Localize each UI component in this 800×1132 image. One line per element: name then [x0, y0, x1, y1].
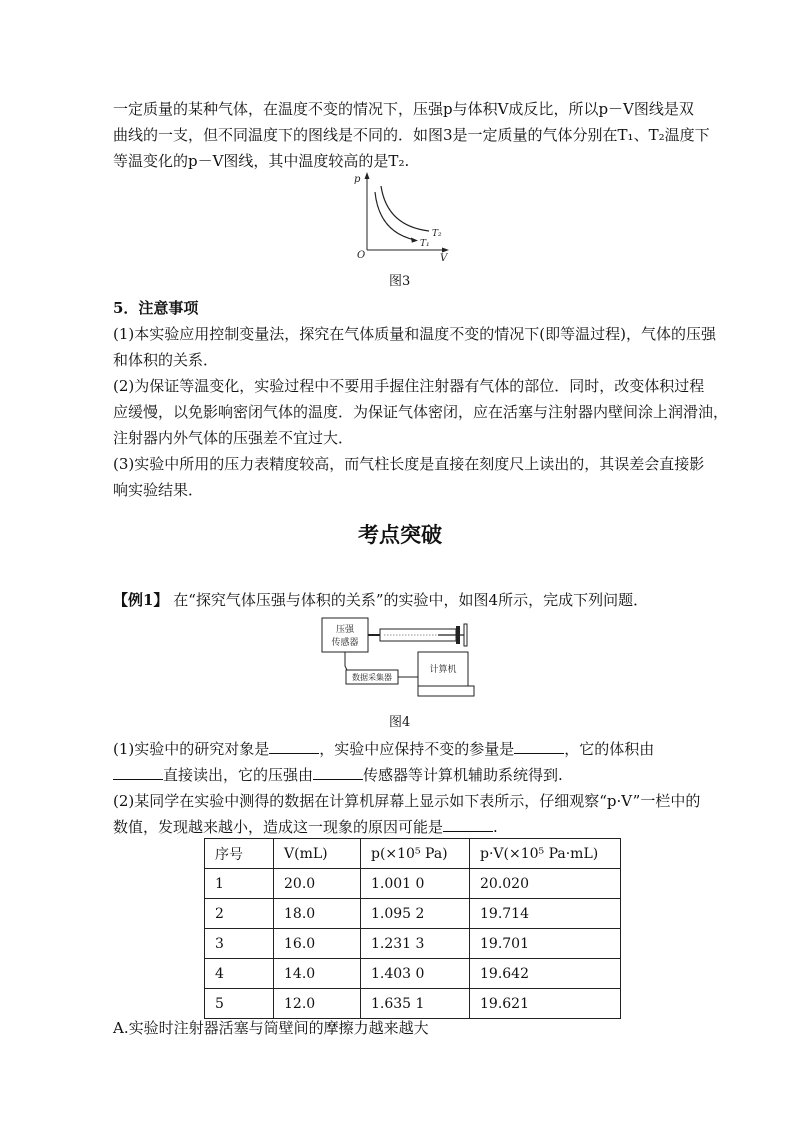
data-table	[204, 838, 621, 1019]
q1-text-b: ，实验中应保持不变的参量是	[319, 740, 515, 758]
table-row	[205, 959, 621, 989]
table-cell: 1.231 3	[361, 929, 470, 959]
q1-blank-2	[514, 740, 564, 754]
notes-line-4: 应缓慢，以免影响密闭气体的温度．为保证气体密闭，应在活塞与注射器内壁间涂上润滑油，	[113, 403, 729, 421]
table-cell: 4	[205, 959, 274, 989]
fig3-origin-label: O	[357, 250, 366, 261]
fig3-curve-t2	[381, 186, 429, 231]
fig3-caption: 图3	[389, 274, 411, 289]
notes-line-2: 和体积的关系．	[113, 351, 219, 369]
intro-line-1: 一定质量的某种气体，在温度不变的情况下，压强p与体积V成反比，所以p－V图线是双	[113, 100, 694, 118]
fig3-x-label: V	[440, 253, 448, 262]
fig4-computer-label: 计算机	[429, 665, 457, 675]
table-cell: 14.0	[274, 959, 361, 989]
table-cell: 3	[205, 929, 274, 959]
table-cell: 1.001 0	[361, 869, 470, 899]
table-cell: 1.635 1	[361, 989, 470, 1019]
q1-text-d: 直接读出，它的压强由	[163, 766, 314, 784]
q1-blank-3	[113, 766, 163, 780]
fig4-caption: 图4	[389, 715, 411, 730]
fig3-y-label: p	[354, 174, 361, 185]
fig3-t2-label: T₂	[432, 229, 442, 239]
table-header-cell: p(×10⁵ Pa)	[361, 839, 470, 869]
fig4-plunger-head	[456, 626, 460, 644]
notes-line-3: (2)为保证等温变化，实验过程中不要用手握住注射器有气体的部位．同时，改变体积过程	[113, 377, 705, 395]
table-cell: 19.701	[470, 929, 621, 959]
fig3-t1-label: T₁	[420, 239, 430, 249]
q1-blank-4	[313, 766, 363, 780]
notes-line-6: (3)实验中所用的压力表精度较高，而气柱长度是直接在刻度尺上读出的，其误差会直接影	[113, 455, 705, 473]
table-cell: 18.0	[274, 899, 361, 929]
table-cell: 2	[205, 899, 274, 929]
intro-line-2: 曲线的一支，但不同温度下的图线是不同的．如图3是一定质量的气体分别在T₁、T₂温度下	[113, 126, 710, 144]
table-row	[205, 929, 621, 959]
notes-line-7: 响实验结果．	[113, 481, 204, 499]
q1-text-c: ，它的体积由	[564, 740, 655, 758]
table-row	[205, 899, 621, 929]
fig3-x-arrow	[442, 248, 449, 253]
fig3-y-arrow	[365, 172, 370, 179]
table-cell: 20.020	[470, 869, 621, 899]
table-header-cell: p·V(×10⁵ Pa·mL)	[470, 839, 621, 869]
table-header-cell: V(mL)	[274, 839, 361, 869]
q1-blank-1	[269, 740, 319, 754]
fig3-pv-graph	[345, 170, 455, 262]
fig3-t1-arrow	[411, 238, 418, 243]
example1-line	[113, 589, 648, 610]
table-cell: 12.0	[274, 989, 361, 1019]
notes-line-5: 注射器内外气体的压强差不宜过大．	[113, 429, 354, 447]
table-row	[205, 869, 621, 899]
table-header-cell: 序号	[205, 839, 274, 869]
q1-line-2	[113, 764, 563, 785]
q1-text-e: 传感器等计算机辅助系统得到.	[363, 766, 563, 784]
q2-blank	[443, 818, 493, 832]
fig4-sensor-label-2: 传感器	[331, 638, 359, 648]
intro-line-3: 等温变化的p－V图线，其中温度较高的是T₂.	[113, 152, 410, 170]
fig4-collector-label: 数据采集器	[352, 673, 392, 682]
table-header-row	[205, 839, 621, 869]
table-cell: 1.095 2	[361, 899, 470, 929]
q1-text-a: (1)实验中的研究对象是	[113, 740, 270, 758]
option-a: A.实验时注射器活塞与筒壁间的摩擦力越来越大	[113, 1019, 429, 1037]
fig4-wire-1	[345, 652, 348, 672]
table-cell: 16.0	[274, 929, 361, 959]
notes-heading: 5．注意事项	[113, 299, 199, 317]
q2-line-2	[113, 816, 498, 837]
table-cell: 19.714	[470, 899, 621, 929]
table-cell: 19.621	[470, 989, 621, 1019]
table-cell: 5	[205, 989, 274, 1019]
fig4-thumb-rest	[464, 624, 467, 646]
q1-line-1	[113, 738, 654, 759]
example1-text: 在“探究气体压强与体积的关系”的实验中，如图4所示，完成下列问题．	[173, 591, 649, 609]
notes-line-1: (1)本实验应用控制变量法，探究在气体质量和温度不变的情况下(即等温过程)，气体的压强	[113, 325, 716, 343]
table-row	[205, 989, 621, 1019]
q2-text-b: 数值，发现越来越小，造成这一现象的原因可能是	[113, 818, 444, 836]
section-title: 考点突破	[358, 523, 442, 547]
q2-line-1: (2)某同学在实验中测得的数据在计算机屏幕上显示如下表所示，仔细观察“p·V”一栏中的	[113, 792, 701, 810]
table-cell: 1.403 0	[361, 959, 470, 989]
fig4-computer-base	[418, 686, 474, 696]
fig4-sensor-label-1: 压强	[335, 625, 355, 635]
table-cell: 1	[205, 869, 274, 899]
example1-label: 【例1】	[113, 591, 169, 609]
table-cell: 20.0	[274, 869, 361, 899]
q2-text-c: .	[493, 818, 498, 836]
fig4-apparatus	[318, 614, 488, 700]
table-cell: 19.642	[470, 959, 621, 989]
